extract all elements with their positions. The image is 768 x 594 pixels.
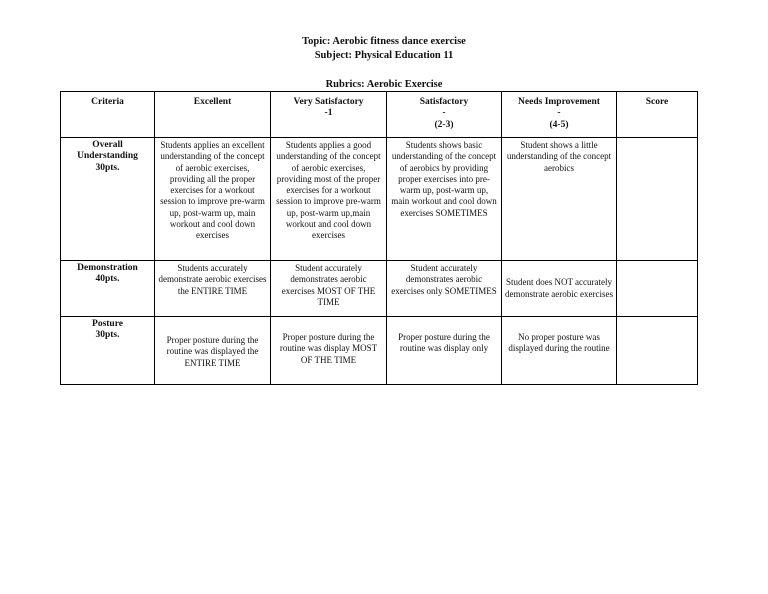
subject-heading: Subject: Physical Education 11 [314,50,454,61]
criteria-name: Understanding [77,151,138,162]
excellent-cell: Students applies an excellent understanding of the concept of aerobic exercises, providing all the proper exercises for a workout session to improve pre-warm up, post-warm up, main workout and cool down exercises [155,138,271,261]
criteria-cell [61,261,155,317]
header-label: Satisfactory [419,97,469,107]
criteria-cell [61,317,155,385]
column-header-needs-improvement [502,92,617,138]
excellent-cell: Proper posture during the routine was displayed the ENTIRE TIME [155,317,271,385]
criteria-points: 30pts. [95,162,120,173]
very-satisfactory-cell: Proper posture during the routine was display MOST OF THE TIME [271,317,387,385]
header-points: -1 [324,108,333,119]
table-row [61,138,698,261]
header-dash: - [557,108,561,119]
satisfactory-cell: Proper posture during the routine was display only [387,317,502,385]
needs-improvement-cell: Student does NOT accurately demonstrate aerobic exercises [502,261,617,317]
criteria-name: Overall [92,140,123,150]
very-satisfactory-cell: Students applies a good understanding of the concept of aerobic exercises, providing most of the proper exercises for a workout session to improve pre-warm up, post-warm up,main workout and cool down exercises [271,138,387,261]
column-header-criteria [61,92,155,138]
column-header-very-satisfactory [271,92,387,138]
satisfactory-cell: Student accurately demonstrates aerobic exercises only SOMETIMES [387,261,502,317]
rubric-table [60,91,698,385]
criteria-name: Posture [92,319,123,329]
rubrics-title: Rubrics: Aerobic Exercise [325,79,443,90]
header-label: Score [645,97,669,107]
column-header-excellent [155,92,271,138]
score-cell [617,261,698,317]
criteria-points: 40pts. [95,274,120,285]
header-label: Criteria [91,97,124,107]
needs-improvement-cell: Student shows a little understanding of the concept aerobics [502,138,617,261]
excellent-cell: Students accurately demonstrate aerobic exercises the ENTIRE TIME [155,261,271,317]
needs-improvement-cell: No proper posture was displayed during the routine [502,317,617,385]
header-label: Very Satisfactory [293,97,364,107]
header-points: (4-5) [549,119,569,130]
header-points: (2-3) [434,119,454,130]
header-dash: - [442,108,446,119]
criteria-points: 30pts. [95,330,120,341]
table-row [61,317,698,385]
column-header-score [617,92,698,138]
column-header-satisfactory [387,92,502,138]
table-header-row [61,92,698,138]
criteria-name: Demonstration [77,263,138,273]
very-satisfactory-cell: Student accurately demonstrates aerobic exercises MOST OF THE TIME [271,261,387,317]
score-cell [617,138,698,261]
table-row [61,261,698,317]
header-label: Excellent [193,97,232,107]
score-cell [617,317,698,385]
header-label: Needs Improvement [518,97,600,107]
topic-heading: Topic: Aerobic fitness dance exercise [302,36,466,47]
criteria-cell [61,138,155,261]
satisfactory-cell: Students shows basic understanding of the concept of aerobics by providing proper exercises into pre-warm up, post-warm up, main workout and cool down exercises SOMETIMES [387,138,502,261]
